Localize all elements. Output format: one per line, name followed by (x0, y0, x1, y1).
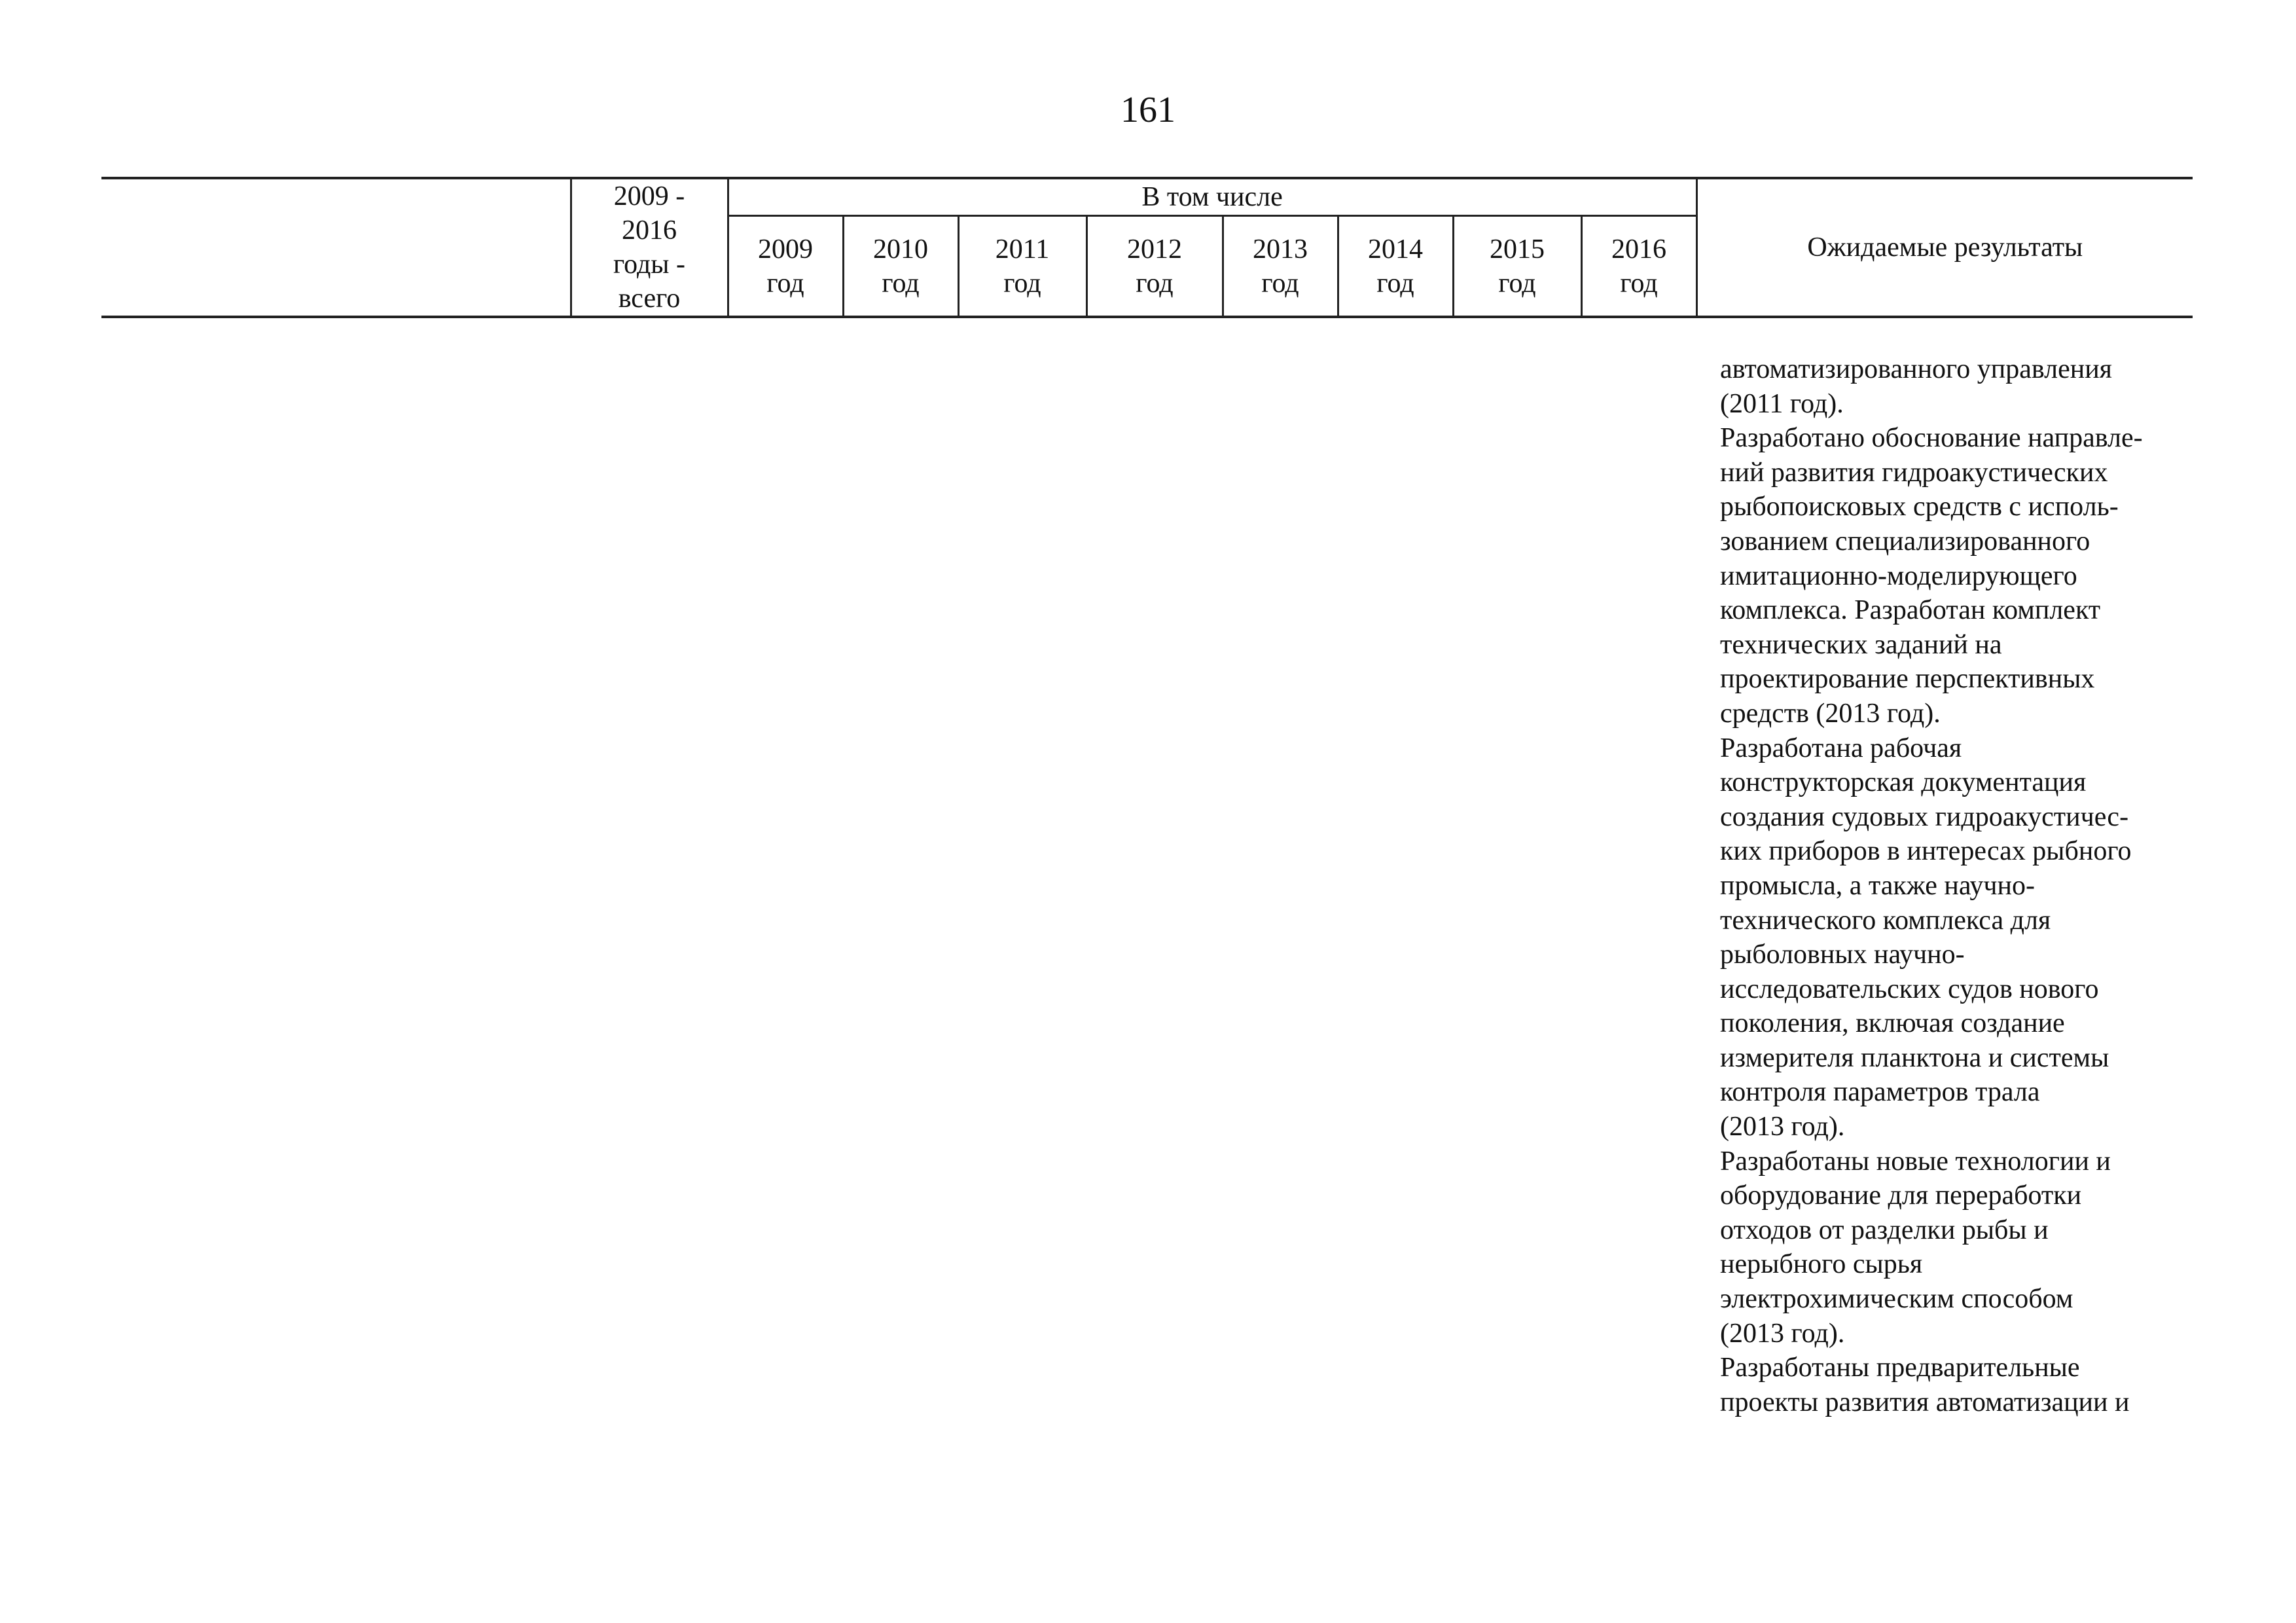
including-header-cell: В том числе (728, 178, 1696, 216)
total-label-line: годы - (613, 249, 686, 280)
page-number: 161 (1121, 90, 1175, 130)
text-line: рыболовных научно- (1720, 939, 1965, 970)
text-line: нерыбного сырья (1720, 1249, 1923, 1280)
year-label: 2010 (873, 234, 928, 264)
total-label-line: 2009 - (613, 181, 685, 211)
year-header-cell (1581, 216, 1696, 317)
text-line: отходов от разделки рыбы и (1720, 1214, 2049, 1245)
text-line: технических заданий на (1720, 629, 2002, 660)
year-label: 2013 (1253, 234, 1308, 264)
year-unit: год (882, 268, 920, 299)
year-label: 2012 (1127, 234, 1182, 264)
text-line: электрохимическим способом (1720, 1284, 2073, 1315)
expected-results-header-cell: Ожидаемые результаты (1696, 178, 2193, 317)
text-line: комплекса. Разработан комплект (1720, 595, 2101, 626)
text-line: рыбопоисковых средств с исполь- (1720, 492, 2119, 522)
year-label: 2014 (1368, 234, 1423, 264)
year-label: 2009 (758, 234, 813, 264)
text-line: измерителя планктона и системы (1720, 1042, 2109, 1073)
year-unit: год (1261, 268, 1299, 299)
text-line: проектирование перспективных (1720, 664, 2095, 695)
year-label: 2011 (995, 234, 1050, 264)
year-label: 2016 (1611, 234, 1667, 264)
total-label-line: всего (618, 283, 681, 314)
total-header-cell (571, 178, 728, 317)
year-header-cell (843, 216, 958, 317)
year-header-cell (1338, 216, 1453, 317)
text-line: контроля параметров трала (1720, 1077, 2040, 1108)
text-line: зованием специализированного (1720, 526, 2090, 556)
text-line: автоматизированного управления (1720, 354, 2112, 384)
expected-results-text (1720, 352, 2198, 1419)
text-line: создания судовых гидроакустичес- (1720, 801, 2129, 832)
year-header-cell (1086, 216, 1223, 317)
text-line: поколения, включая создание (1720, 1008, 2065, 1039)
text-line: Разработаны новые технологии и (1720, 1146, 2111, 1176)
text-line: имитационно-моделирующего (1720, 560, 2077, 591)
text-line: ний развития гидроакустических (1720, 457, 2108, 488)
text-line: исследовательских судов нового (1720, 974, 2099, 1004)
year-unit: год (1620, 268, 1658, 299)
text-line: Разработано обоснование направле- (1720, 423, 2143, 454)
text-line: Разработана рабочая (1720, 733, 1962, 763)
text-line: конструкторская документация (1720, 767, 2087, 798)
text-line: проекты развития автоматизации и (1720, 1387, 2130, 1417)
year-header-cell (958, 216, 1086, 317)
year-unit: год (766, 268, 804, 299)
text-line: ких приборов в интересах рыбного (1720, 836, 2132, 867)
year-unit: год (1376, 268, 1414, 299)
year-unit: год (1136, 268, 1174, 299)
year-header-cell (1223, 216, 1338, 317)
text-line: (2013 год). (1720, 1112, 1845, 1142)
text-line: оборудование для переработки (1720, 1180, 2082, 1211)
year-unit: год (1498, 268, 1536, 299)
text-line: (2011 год). (1720, 388, 1844, 419)
text-line: Разработаны предварительные (1720, 1353, 2080, 1383)
text-line: (2013 год). (1720, 1318, 1845, 1349)
empty-header-cell (101, 178, 571, 317)
text-line: средств (2013 год). (1720, 698, 1941, 729)
total-label-line: 2016 (622, 215, 677, 246)
year-header-cell (1453, 216, 1581, 317)
text-line: технического комплекса для (1720, 905, 2051, 936)
year-header-cell (728, 216, 843, 317)
year-label: 2015 (1490, 234, 1545, 264)
text-line: промысла, а также научно- (1720, 870, 2035, 901)
header-table (101, 177, 2193, 318)
year-unit: год (1003, 268, 1041, 299)
